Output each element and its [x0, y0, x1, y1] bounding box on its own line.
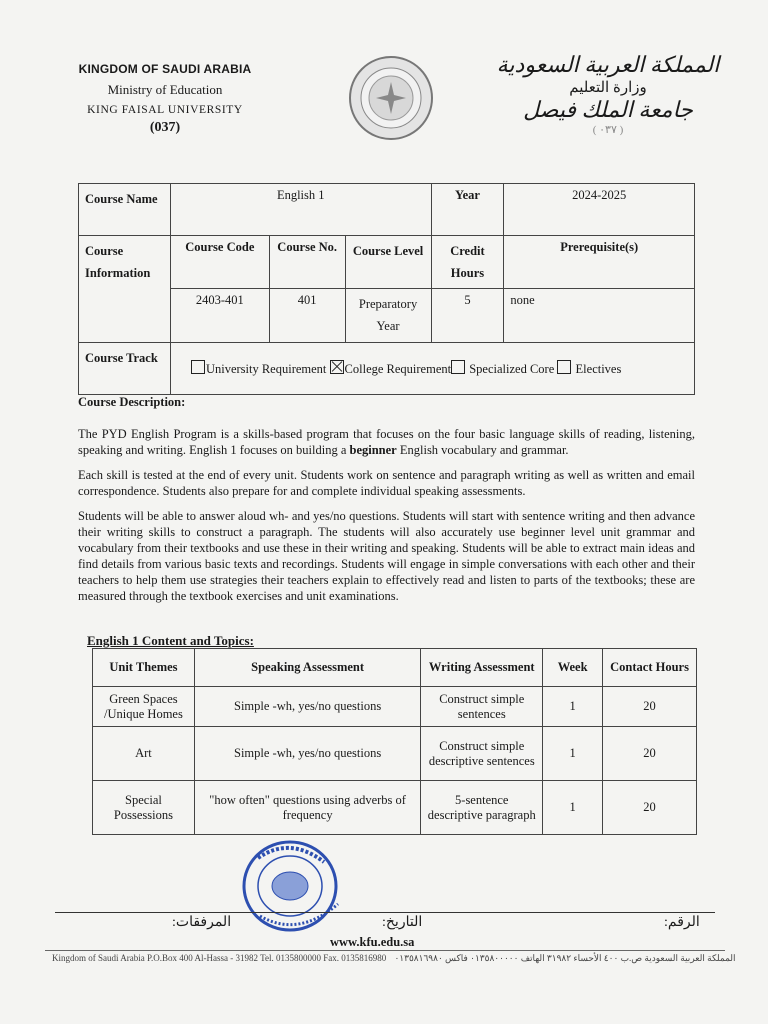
university-code: (037): [149, 120, 181, 135]
course-name-value: English 1: [170, 184, 431, 236]
track-option-university[interactable]: University Requirement: [191, 362, 326, 376]
track-option-electives[interactable]: Electives: [557, 362, 621, 376]
arabic-university-code: ( ٠٣٧ ): [592, 124, 624, 136]
country-name: KINGDOM OF SAUDI ARABIA: [78, 62, 252, 76]
topics-heading: English 1 Content and Topics:: [87, 633, 254, 648]
checkbox-unchecked-icon[interactable]: [191, 360, 205, 374]
administration-stamp-icon: [238, 838, 378, 938]
topics-col-speaking: Speaking Assessment: [194, 649, 420, 687]
date-label: التاريخ:: [382, 915, 423, 930]
table-row: Special Possessions "how often" questions using adverbs of frequency 5-sentence descriptive paragraph 1 20: [93, 781, 697, 835]
table-row: Green Spaces /Unique Homes Simple -wh, yes/no questions Construct simple sentences 1 20: [93, 687, 697, 727]
header-arabic-block: [488, 52, 728, 136]
arabic-country-name: المملكة العربية السعودية: [496, 52, 720, 77]
topics-col-week: Week: [543, 649, 603, 687]
header-course-code: Course Code: [170, 236, 269, 289]
attachments-label: المرفقات:: [172, 915, 232, 930]
course-no-value: 401: [269, 289, 345, 343]
topics-col-writing: Writing Assessment: [421, 649, 543, 687]
table-row: Art Simple -wh, yes/no questions Construct simple descriptive sentences 1 20: [93, 727, 697, 781]
course-code-value: 2403-401: [170, 289, 269, 343]
number-label: الرقم:: [664, 915, 700, 930]
footer-divider: [55, 912, 715, 913]
course-description-heading: Course Description:: [78, 395, 186, 409]
header-prerequisites: Prerequisite(s): [504, 236, 695, 289]
description-paragraph-2: Each skill is tested at the end of every unit. Students work on sentence and paragraph writing as well as written and email correspondence. Students also prepare for and complete individual speaking assessments.: [78, 468, 695, 498]
topics-col-unit-themes: Unit Themes: [93, 649, 195, 687]
website-link[interactable]: www.kfu.edu.sa: [330, 935, 415, 949]
prerequisites-value: none: [504, 289, 695, 343]
ministry-name: Ministry of Education: [107, 82, 223, 97]
description-paragraph-1: The PYD English Program is a skills-based program that focuses on the four basic language skills of reading, listening, speaking and writing. English 1 focuses on building a beginner English vocabulary and grammar.: [78, 427, 695, 457]
year-label: Year: [431, 184, 504, 236]
university-name: KING FAISAL UNIVERSITY: [87, 104, 243, 116]
course-level-value: Preparatory Year: [345, 289, 431, 343]
credit-hours-value: 5: [431, 289, 504, 343]
topics-table: [92, 648, 697, 835]
address-divider: [45, 950, 725, 951]
course-track-label: Course Track: [79, 343, 171, 395]
checkbox-checked-icon[interactable]: [330, 360, 344, 374]
footer-address: Kingdom of Saudi Arabia P.O.Box 400 Al-Hassa - 31982 Tel. 0135800000 Fax. 0135816980 المملكة العربية السعودية ص.ب ٤٠٠ الأحساء ٣١٩٨٢ الهاتف ٠١٣٥٨٠٠٠٠٠ فاكس ٠١٣٥٨١٦٩٨٠: [52, 953, 736, 963]
university-seal-logo: [348, 55, 434, 141]
year-value: 2024-2025: [504, 184, 695, 236]
description-paragraph-3: Students will be able to answer aloud wh- and yes/no questions. Students will start with sentence writing and then advance their writing skills to construct a paragraph. The students will also accurately use beginner level unit grammar and vocabulary from their textbooks and use these in their writing and speaking. Students will be able to extract main ideas and find details from various basic texts and recordings. Students will engage in simple conversations with each other and their teachers to help them use strategies their teachers explain to effectively read and listen to parts of the textbooks; these are measured through the textbook exercises and unit examinations.: [78, 509, 695, 603]
track-option-college[interactable]: College Requirement: [330, 362, 452, 376]
track-option-specialized[interactable]: Specialized Core: [451, 362, 554, 376]
header-credit-hours: Credit Hours: [431, 236, 504, 289]
course-information-label: Course Information: [79, 236, 171, 343]
checkbox-unchecked-icon[interactable]: [557, 360, 571, 374]
arabic-university-name: جامعة الملك فيصل: [523, 97, 693, 122]
header-course-no: Course No.: [269, 236, 345, 289]
checkbox-unchecked-icon[interactable]: [451, 360, 465, 374]
arabic-ministry-name: وزارة التعليم: [569, 80, 647, 96]
header-course-level: Course Level: [345, 236, 431, 289]
course-info-table: [78, 183, 695, 395]
topics-col-contact-hours: Contact Hours: [603, 649, 697, 687]
header-english-block: [60, 62, 270, 136]
course-description: [78, 394, 695, 613]
course-track-options: [170, 343, 694, 395]
course-name-label: Course Name: [79, 184, 171, 236]
